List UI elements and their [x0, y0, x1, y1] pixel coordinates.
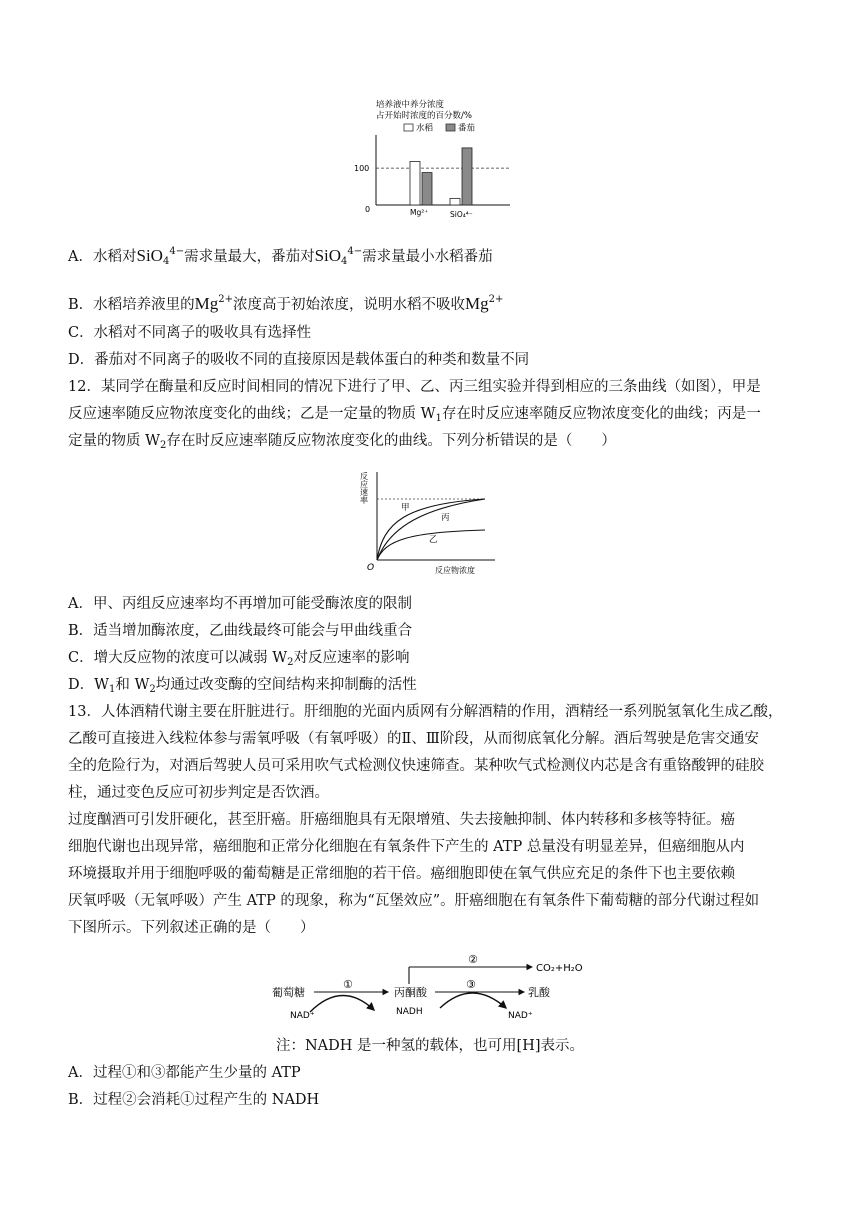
- bar-si-rice: [450, 198, 460, 205]
- label-nad-in: NAD⁺: [290, 1011, 315, 1021]
- legend-label-tomato: 番茄: [458, 123, 476, 134]
- q13-line-7: 环境摄取并用于细胞呼吸的葡萄糖是正常细胞的若干倍。癌细胞即使在氧气供应充足的条件下也主要依赖: [68, 866, 735, 882]
- q13-line-4: 柱，通过变色反应可初步判定是否饮酒。: [68, 785, 329, 801]
- q13-line-8: 厌氧呼吸（无氧呼吸）产生 ATP 的现象，称为“瓦堡效应”。肝癌细胞在有氧条件下葡萄糖的部分代谢过程如: [68, 893, 760, 909]
- chart1-category-mg: Mg²⁺: [410, 208, 429, 217]
- curve-bing: [377, 499, 485, 560]
- label-bing: 丙: [441, 513, 450, 523]
- curve-jia: [377, 499, 485, 560]
- q11-b-text2: 浓度高于初始浓度，说明水稻不吸收: [233, 297, 466, 313]
- label-lactate: 乳酸: [528, 986, 550, 999]
- q11-option-d: D．番茄对不同离子的吸收不同的直接原因是载体蛋白的种类和数量不同: [68, 352, 530, 368]
- glucose-metabolism-diagram: [270, 950, 600, 1030]
- q12-c-b: 对反应速率的影响: [293, 650, 410, 666]
- q11-option-c: C．水稻对不同离子的吸收具有选择性: [68, 325, 312, 341]
- q12-line3-b: 存在时反应速率随反应物浓度变化的曲线。下列分析错误的是（ ）: [166, 433, 616, 449]
- chart1-title-line1: 培养液中养分浓度: [376, 100, 445, 110]
- q12-line3-a: 定量的物质 W: [68, 433, 161, 449]
- q12-line3-sub: 2: [160, 440, 167, 451]
- label-co2-h2o: CO₂+H₂O: [536, 963, 583, 974]
- q11-option-a: [68, 242, 493, 272]
- q12-option-b: B．适当增加酶浓度，乙曲线最终可能会与甲曲线重合: [68, 623, 413, 639]
- q13-line-1: 13．人体酒精代谢主要在肝脏进行。肝细胞的光面内质网有分解酒精的作用，酒精经一系列脱氢氧化生成乙酸，: [68, 704, 783, 720]
- label-nad-out: NAD⁺: [508, 1011, 533, 1021]
- q12-option-a: A．甲、丙组反应速率均不再增加可能受酶浓度的限制: [68, 596, 412, 612]
- q12-d-sub1: 1: [109, 684, 116, 695]
- arrow-nad-to-nadh: [310, 995, 374, 1012]
- chart2-ylabel: 反应速率: [359, 472, 369, 504]
- legend-label-rice: 水稻: [416, 123, 434, 134]
- q13-line-5: 过度酗酒可引发肝硬化，甚至肝癌。肝癌细胞具有无限增殖、失去接触抑制、体内转移和多核等特征。癌: [68, 812, 735, 828]
- q13-option-b: B．过程②会消耗①过程产生的 NADH: [68, 1092, 320, 1108]
- q11-a-sup2: 4−: [347, 246, 363, 257]
- chart2-xlabel: 反应物浓度: [435, 566, 475, 575]
- q11-option-b: [68, 290, 503, 315]
- q12-d-a: D．W: [68, 677, 110, 693]
- q11-a-sub2: 4: [341, 256, 348, 267]
- label-step-2: ②: [468, 953, 478, 966]
- chart1-category-sio4: SiO₄⁴⁻: [450, 210, 473, 219]
- label-step-3: ③: [466, 978, 476, 991]
- q12-stem-line1: 12．某同学在酶量和反应时间相同的情况下进行了甲、乙、丙三组实验并得到相应的三条曲线（如图），甲是: [68, 379, 761, 395]
- q11-b-chem1: Mg: [194, 294, 219, 313]
- q11-b-sup1: 2+: [218, 294, 234, 305]
- q12-d-sub2: 2: [149, 684, 156, 695]
- q12-d-mid: 和 W: [115, 677, 150, 693]
- nutrient-bar-chart: [350, 95, 530, 225]
- q12-d-b: 均通过改变酶的空间结构来抑制酶的活性: [155, 677, 417, 693]
- q13-line-6: 细胞代谢也出现异常，癌细胞和正常分化细胞在有氧条件下产生的 ATP 总量没有明显差异，但癌细胞从内: [68, 839, 745, 855]
- q11-a-text3: 需求量最小水稻番茄: [362, 249, 493, 265]
- q11-b-text1: B．水稻培养液里的: [68, 297, 195, 313]
- q13-line-9: 下图所示。下列叙述正确的是（ ）: [68, 920, 315, 936]
- chart2-origin: O: [367, 563, 375, 573]
- q11-a-sup1: 4−: [169, 246, 185, 257]
- q12-line2-b: 存在时反应速率随反应物浓度变化的曲线；丙是一: [441, 406, 761, 422]
- q13-line-3: 全的危险行为，对酒后驾驶人员可采用吹气式检测仪快速筛查。某种吹气式检测仪内芯是含有重铬酸钾的硅胶: [68, 758, 764, 774]
- label-nadh: NADH: [396, 1007, 423, 1017]
- arrow-nadh-to-nad: [440, 993, 506, 1008]
- chart1-ytick-100: 100: [354, 164, 370, 174]
- q13-line-2: 乙酸可直接进入线粒体参与需氧呼吸（有氧呼吸）的Ⅱ、Ⅲ阶段，从而彻底氧化分解。酒后驾驶是危害交通安: [68, 731, 759, 747]
- q11-a-text2: 需求量最大，番茄对: [184, 249, 315, 265]
- label-glucose: 葡萄糖: [272, 986, 305, 999]
- label-jia: 甲: [401, 503, 410, 513]
- bar-mg-rice: [410, 162, 420, 205]
- q12-line2-sub: 1: [435, 413, 442, 424]
- q13-diagram-note: 注：NADH 是一种氢的载体，也可用[H]表示。: [276, 1038, 584, 1054]
- chart1-ytick-0: 0: [365, 205, 371, 214]
- label-yi: 乙: [429, 535, 438, 545]
- q12-c-a: C．增大反应物的浓度可以减弱 W: [68, 650, 288, 666]
- legend-swatch-rice: [404, 124, 413, 131]
- bar-mg-tomato: [422, 173, 432, 205]
- legend-swatch-tomato: [446, 124, 455, 131]
- label-pyruvate: 丙酮酸: [394, 986, 427, 999]
- q13-option-a: A．过程①和③都能产生少量的 ATP: [68, 1065, 301, 1081]
- q12-stem-line3: [68, 431, 616, 456]
- bar-si-tomato: [462, 148, 472, 205]
- q11-a-sub1: 4: [162, 256, 170, 267]
- q11-a-text1: A．水稻对: [68, 249, 137, 265]
- q12-stem-line2: [68, 404, 761, 429]
- reaction-rate-curves: [355, 468, 505, 578]
- q11-a-chem2: SiO: [314, 246, 342, 265]
- q11-a-chem1: SiO: [136, 246, 163, 265]
- q12-option-c: [68, 648, 409, 673]
- q11-b-sup2: 2+: [488, 294, 504, 305]
- chart1-title-line2: 占开始时浓度的百分数/%: [376, 111, 472, 121]
- label-step-1: ①: [343, 978, 353, 991]
- q11-b-chem2: Mg: [465, 294, 489, 313]
- q12-c-sub: 2: [287, 657, 294, 668]
- q12-option-d: [68, 675, 417, 700]
- q12-line2-a: 反应速率随反应物浓度变化的曲线；乙是一定量的物质 W: [68, 406, 436, 422]
